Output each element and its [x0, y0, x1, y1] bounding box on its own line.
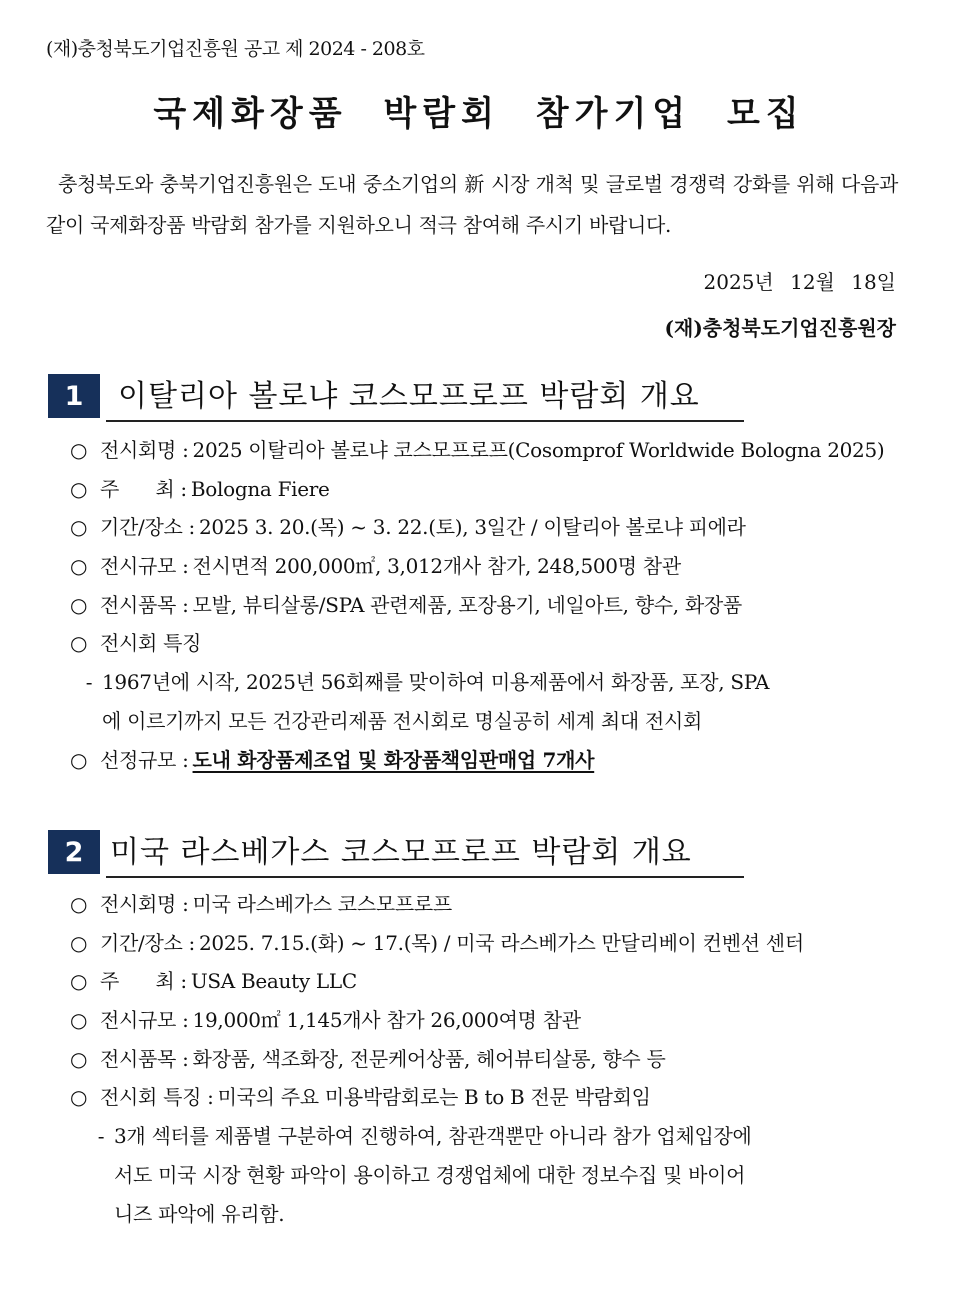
- bullet-mark: ○: [70, 1046, 88, 1071]
- bullet-mark: ○: [70, 1008, 88, 1033]
- bullet-mark: ○: [70, 592, 88, 617]
- item-value: 2025 3. 20.(목) ~ 3. 22.(토), 3일간 / 이탈리아 볼로냐 피에라: [198, 515, 746, 540]
- list-item: [70, 1001, 904, 1040]
- item-key: 기간/장소: [100, 515, 183, 540]
- item-key: 전시회명: [100, 438, 177, 462]
- item-colon: :: [188, 930, 195, 955]
- item-value: 화장품, 색조화장, 전문케어상품, 헤어뷰티살롱, 향수 등: [192, 1046, 666, 1071]
- feature-line-1: 1967년에 시작, 2025년 56회째를 맞이하여 미용제품에서 화장품, 포장, SPA: [102, 670, 770, 695]
- list-item: [70, 741, 904, 780]
- section-2-header: [48, 828, 744, 876]
- bullet-mark: ○: [70, 515, 88, 540]
- section-2-title: 미국 라스베가스 코스모프로프 박람회 개요: [110, 834, 692, 870]
- section-2-title-box: [106, 827, 744, 878]
- item-key: 전시회명: [100, 892, 177, 916]
- list-item: [70, 885, 904, 924]
- dash-mark: -: [97, 1124, 105, 1149]
- item-key: 전시회 특징: [100, 1085, 202, 1110]
- section-2-number-badge: 2: [48, 830, 100, 874]
- selection-value: 도내 화장품제조업 및 화장품책임판매업 7개사: [192, 747, 595, 772]
- list-item: [70, 547, 904, 586]
- list-item: [70, 1040, 904, 1079]
- feature-line-1: 3개 섹터를 제품별 구분하여 진행하여, 참관객뿐만 아니라 참가 업체입장에: [114, 1124, 752, 1149]
- item-key: 전시규모: [100, 1008, 177, 1033]
- bullet-mark: ○: [70, 1085, 88, 1110]
- item-key: 기간/장소: [100, 930, 183, 955]
- item-colon: :: [182, 1046, 189, 1071]
- bullet-mark: ○: [70, 930, 88, 955]
- item-colon: :: [182, 892, 189, 916]
- feature-description: [76, 663, 904, 740]
- feature-description: [88, 1117, 904, 1233]
- item-colon: :: [180, 969, 187, 994]
- bullet-mark: ○: [70, 438, 88, 462]
- item-value: 미국 라스베가스 코스모프로프: [192, 892, 452, 916]
- bullet-mark: ○: [70, 747, 88, 772]
- list-item: [70, 431, 904, 470]
- notice-number: (재)충청북도기업진흥원 공고 제 2024 - 208호: [46, 38, 425, 60]
- list-item: [70, 470, 904, 509]
- list-item: [70, 508, 904, 547]
- item-key: 전시규모: [100, 554, 177, 579]
- bullet-mark: ○: [70, 969, 88, 994]
- item-key: 주 최: [100, 969, 175, 994]
- dash-mark: -: [85, 670, 93, 695]
- bullet-mark: ○: [70, 476, 88, 501]
- bullet-mark: ○: [70, 631, 88, 656]
- section-1-header: [48, 372, 744, 420]
- item-colon: :: [182, 554, 189, 579]
- item-colon: :: [182, 438, 189, 462]
- section-1-list: [70, 431, 904, 779]
- item-colon: :: [182, 747, 189, 772]
- item-value: USA Beauty LLC: [190, 969, 357, 994]
- section-1-title: 이탈리아 볼로냐 코스모프로프 박람회 개요: [118, 378, 700, 414]
- item-key: 선정규모: [100, 747, 177, 772]
- item-key: 전시품목: [100, 1046, 177, 1071]
- section-1-number-badge: 1: [48, 374, 100, 418]
- list-item: [70, 586, 904, 625]
- bullet-mark: ○: [70, 892, 88, 916]
- document-title: 국제화장품 박람회 참가기업 모집: [153, 94, 805, 134]
- list-item: [70, 962, 904, 1001]
- item-value: Bologna Fiere: [190, 476, 330, 501]
- feature-line-2: 서도 미국 시장 현황 파악이 용이하고 경쟁업체에 대한 정보수집 및 바이어: [114, 1162, 746, 1187]
- list-item: [70, 924, 904, 963]
- section-1-title-box: [106, 371, 744, 422]
- feature-line-3: 니즈 파악에 유리함.: [114, 1201, 285, 1226]
- list-item: [70, 624, 904, 663]
- item-key: 주 최: [100, 476, 175, 501]
- issuer-name: (재)충청북도기업진흥원장: [664, 316, 896, 340]
- item-value: 모발, 뷰티살롱/SPA 관련제품, 포장용기, 네일아트, 향수, 화장품: [192, 592, 742, 617]
- intro-paragraph: 충청북도와 충북기업진흥원은 도내 중소기업의 新 시장 개척 및 글로벌 경쟁력 강화를 위해 다음과 같이 국제화장품 박람회 참가를 지원하오니 적극 참여해 주시기 바랍니다.: [46, 172, 898, 237]
- list-item: [70, 1078, 904, 1117]
- item-value: 2025. 7.15.(화) ~ 17.(목) / 미국 라스베가스 만달리베이 컨벤션 센터: [198, 930, 804, 955]
- item-colon: :: [180, 476, 187, 501]
- item-value: 2025 이탈리아 볼로냐 코스모프로프(Cosomprof Worldwide Bologna 2025): [192, 438, 885, 462]
- section-2-list: [70, 885, 904, 1233]
- item-key: 전시품목: [100, 592, 177, 617]
- item-colon: :: [207, 1085, 214, 1110]
- item-key: 전시회 특징: [100, 631, 202, 656]
- item-colon: :: [182, 592, 189, 617]
- feature-line-2: 에 이르기까지 모든 건강관리제품 전시회로 명실공히 세계 최대 전시회: [102, 708, 703, 733]
- item-colon: :: [182, 1008, 189, 1033]
- item-value: 전시면적 200,000㎡, 3,012개사 참가, 248,500명 참관: [192, 554, 681, 579]
- bullet-mark: ○: [70, 554, 88, 579]
- item-colon: :: [188, 515, 195, 540]
- notice-date: 2025년 12월 18일: [703, 270, 896, 294]
- item-value: 미국의 주요 미용박람회로는 B to B 전문 박람회임: [217, 1085, 651, 1110]
- item-value: 19,000㎡ 1,145개사 참가 26,000여명 참관: [192, 1008, 581, 1033]
